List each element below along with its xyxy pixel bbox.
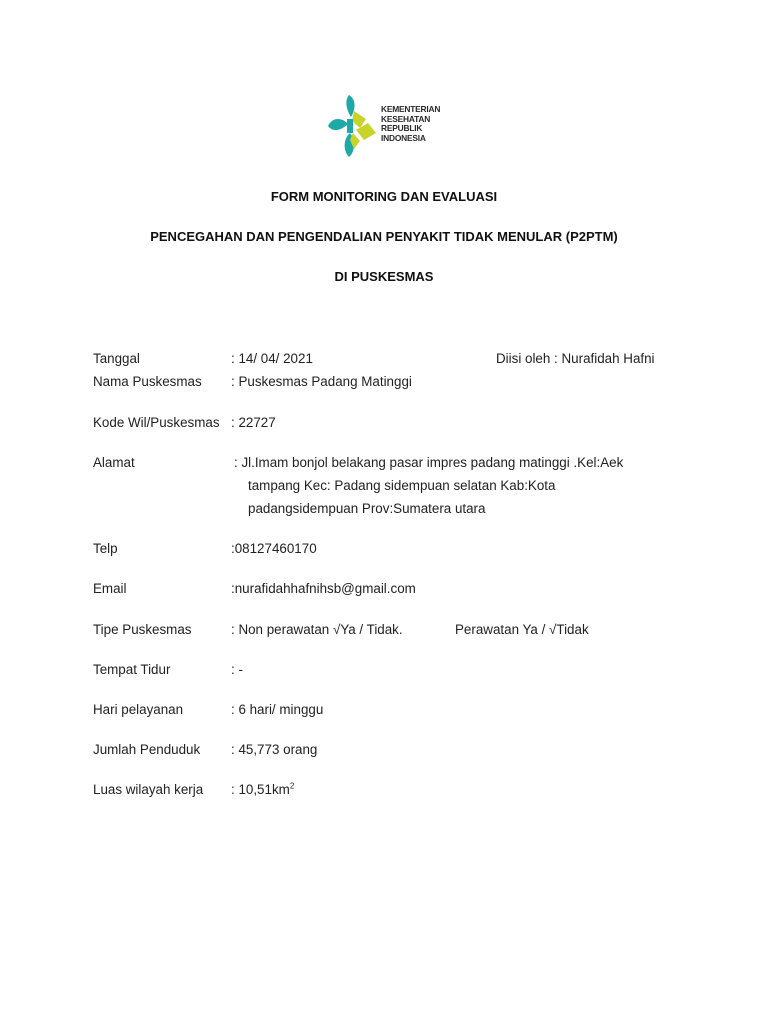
hari-pelayanan-value: : 6 hari/ minggu <box>231 702 324 717</box>
alamat-line-1: : Jl.Imam bonjol belakang pasar impres padang matinggi .Kel:Aek <box>234 455 624 470</box>
kode-wil-value: : 22727 <box>231 415 276 430</box>
luas-wilayah-number: : 10,51km <box>231 782 290 797</box>
alamat-label: Alamat <box>93 455 135 470</box>
logo-line-2: KESEHATAN <box>381 113 431 124</box>
jumlah-penduduk-value: : 45,773 orang <box>231 742 318 757</box>
logo-line-4: INDONESIA <box>381 132 426 143</box>
telp-value: :08127460170 <box>231 541 317 556</box>
luas-wilayah-exponent: 2 <box>289 781 295 791</box>
kemenkes-logo <box>326 93 456 159</box>
kemenkes-logo-icon <box>326 93 378 159</box>
tipe-perawatan-value: Perawatan Ya / √Tidak <box>455 622 589 637</box>
tipe-puskesmas-label: Tipe Puskesmas <box>93 622 192 637</box>
form-location: DI PUSKESMAS <box>334 269 434 284</box>
alamat-line-2: tampang Kec: Padang sidempuan selatan Kab:Kota <box>248 478 556 493</box>
email-label: Email <box>93 581 127 596</box>
logo-line-1: KEMENTERIAN <box>381 104 441 114</box>
luas-wilayah-value <box>231 782 294 797</box>
form-title: FORM MONITORING DAN EVALUASI <box>270 189 498 204</box>
alamat-line-3: padangsidempuan Prov:Sumatera utara <box>248 501 486 516</box>
tanggal-label: Tanggal <box>93 351 140 366</box>
tempat-tidur-label: Tempat Tidur <box>93 662 171 677</box>
tempat-tidur-value: : - <box>231 662 243 677</box>
kode-wil-label: Kode Wil/Puskesmas <box>93 415 220 430</box>
jumlah-penduduk-label: Jumlah Penduduk <box>93 742 201 757</box>
luas-wilayah-label: Luas wilayah kerja <box>93 782 204 797</box>
tanggal-value: : 14/ 04/ 2021 <box>231 351 313 366</box>
logo-text <box>381 105 440 143</box>
tipe-puskesmas-value: : Non perawatan √Ya / Tidak. <box>231 622 403 637</box>
email-value: :nurafidahhafnihsb@gmail.com <box>231 581 416 596</box>
nama-puskesmas-value: : Puskesmas Padang Matinggi <box>231 374 412 389</box>
logo-line-3: REPUBLIK <box>381 123 423 134</box>
nama-puskesmas-label: Nama Puskesmas <box>93 374 202 389</box>
hari-pelayanan-label: Hari pelayanan <box>93 702 184 717</box>
form-subtitle: PENCEGAHAN DAN PENGENDALIAN PENYAKIT TIDAK MENULAR (P2PTM) <box>150 229 618 244</box>
diisi-oleh: Diisi oleh : Nurafidah Hafni <box>496 351 655 366</box>
telp-label: Telp <box>93 541 118 556</box>
